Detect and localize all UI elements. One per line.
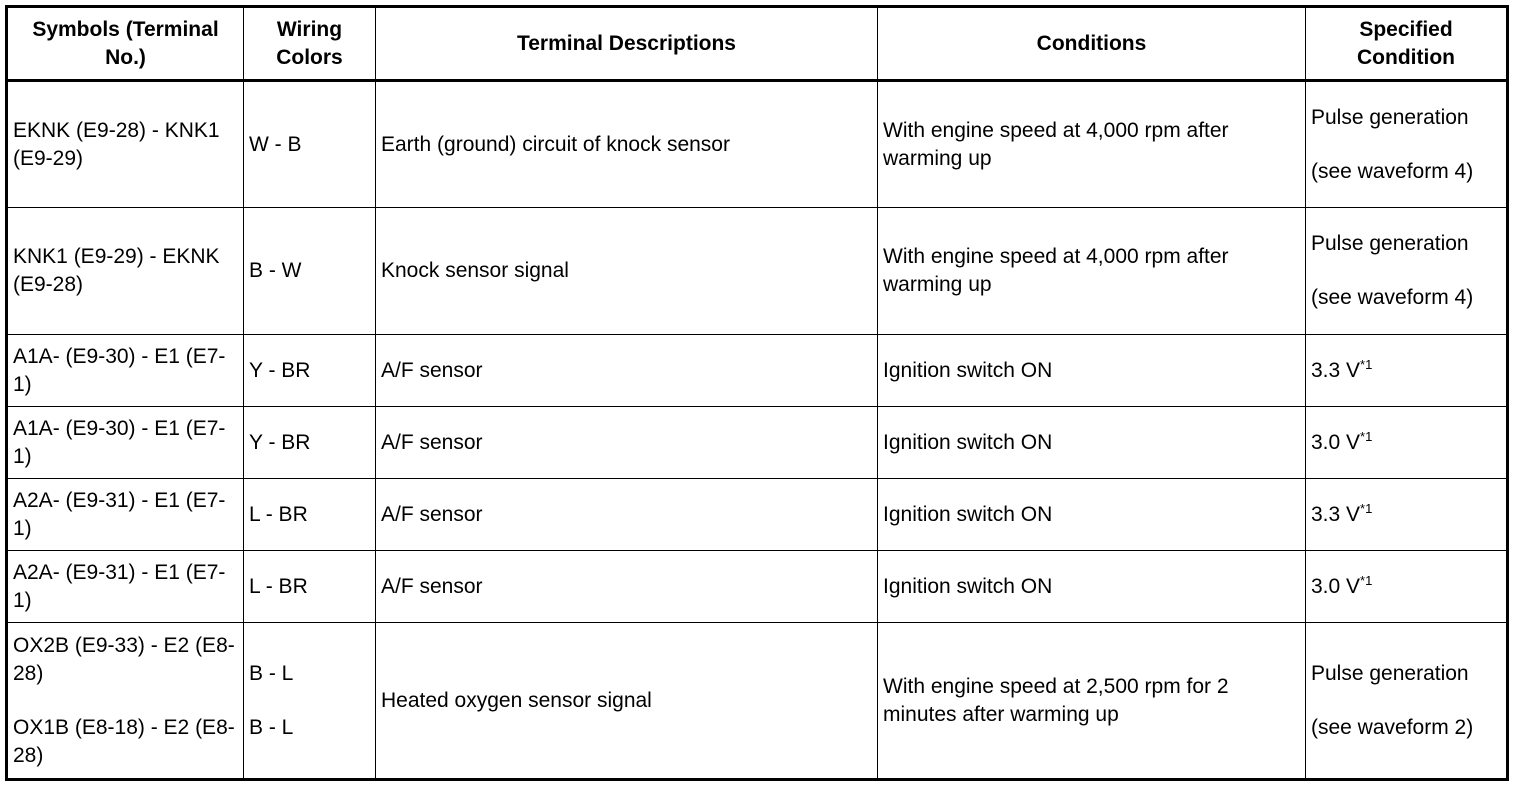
cell-specified [1306,81,1508,208]
spec-main: Pulse generation [1311,232,1469,255]
cell-condition: Ignition switch ON [878,479,1306,551]
cell-symbol: A2A- (E9-31) - E1 (E7-1) [7,551,244,623]
cell-condition: With engine speed at 2,500 rpm for 2 minutes after warming up [878,623,1306,780]
cell-symbol [7,623,244,780]
header-terminal-descriptions: Terminal Descriptions [376,7,878,81]
table-row [7,623,1508,780]
cell-wiring: B - W [244,208,376,335]
cell-specified [1306,551,1508,623]
header-specified-condition: Specified Condition [1306,7,1508,81]
spec-note: (see waveform 4) [1311,286,1474,309]
cell-wiring: Y - BR [244,335,376,407]
header-conditions: Conditions [878,7,1306,81]
cell-description: Heated oxygen sensor signal [376,623,878,780]
cell-symbol: A2A- (E9-31) - E1 (E7-1) [7,479,244,551]
footnote-marker: *1 [1360,428,1373,444]
cell-condition: Ignition switch ON [878,551,1306,623]
cell-description: Earth (ground) circuit of knock sensor [376,81,878,208]
footnote-marker: *1 [1360,356,1373,372]
cell-description: A/F sensor [376,335,878,407]
cell-symbol: A1A- (E9-30) - E1 (E7-1) [7,335,244,407]
spec-main: Pulse generation [1311,105,1469,129]
header-row [7,7,1508,81]
spec-main: Pulse generation [1311,661,1469,685]
cell-symbol: EKNK (E9-28) - KNK1 (E9-29) [7,81,244,208]
table-row [7,208,1508,335]
cell-condition: Ignition switch ON [878,407,1306,479]
table-row [7,407,1508,479]
cell-symbol: A1A- (E9-30) - E1 (E7-1) [7,407,244,479]
spec-note: (see waveform 4) [1311,159,1474,183]
table-row [7,479,1508,551]
cell-condition: Ignition switch ON [878,335,1306,407]
spec-value: 3.3 V [1311,358,1361,382]
cell-description: A/F sensor [376,479,878,551]
footnote-marker: *1 [1360,500,1373,516]
spec-value: 3.3 V [1311,502,1361,526]
cell-description: Knock sensor signal [376,208,878,335]
table-row [7,335,1508,407]
cell-condition: With engine speed at 4,000 rpm after warming up [878,81,1306,208]
table-row [7,551,1508,623]
cell-wiring: W - B [244,81,376,208]
cell-specified [1306,208,1508,335]
cell-wiring [244,623,376,780]
symbol-a: OX2B (E9-33) - E2 (E8-28) [13,633,235,685]
cell-wiring: L - BR [244,479,376,551]
header-symbols: Symbols (Terminal No.) [7,7,244,81]
spec-value: 3.0 V [1311,574,1361,598]
cell-wiring: L - BR [244,551,376,623]
cell-symbol: KNK1 (E9-29) - EKNK (E9-28) [7,208,244,335]
cell-specified [1306,479,1508,551]
cell-condition: With engine speed at 4,000 rpm after warming up [878,208,1306,335]
cell-specified [1306,407,1508,479]
cell-specified [1306,623,1508,780]
terminal-table [5,5,1509,781]
symbol-b: OX1B (E8-18) - E2 (E8-28) [13,715,235,767]
cell-description: A/F sensor [376,407,878,479]
wiring-b: B - L [249,715,294,739]
wiring-a: B - L [249,661,294,685]
spec-value: 3.0 V [1311,430,1361,454]
spec-note: (see waveform 2) [1311,715,1474,739]
cell-wiring: Y - BR [244,407,376,479]
table-row [7,81,1508,208]
cell-specified [1306,335,1508,407]
cell-description: A/F sensor [376,551,878,623]
footnote-marker: *1 [1360,572,1373,588]
header-wiring-colors: Wiring Colors [244,7,376,81]
